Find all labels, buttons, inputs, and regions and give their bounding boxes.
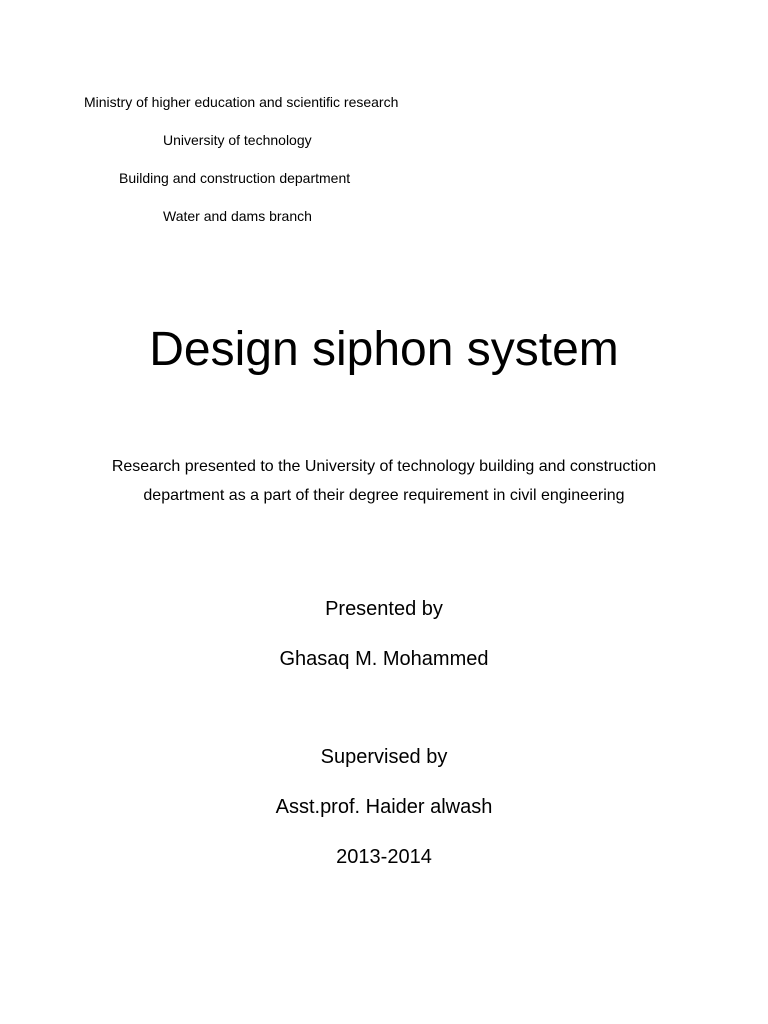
supervised-by-label: Supervised by — [320, 746, 448, 768]
document-title: Design siphon system — [149, 323, 619, 376]
ministry-name: Ministry of higher education and scientific research — [84, 94, 399, 110]
research-statement: Research presented to the University of technology building and construction department as a part of their degree requirement in civil engineering — [111, 458, 657, 504]
supervisor-name: Asst.prof. Haider alwash — [275, 796, 493, 818]
presented-by-label: Presented by — [325, 598, 443, 620]
author-name: Ghasaq M. Mohammed — [279, 648, 489, 670]
branch-name: Water and dams branch — [163, 208, 312, 224]
department-name: Building and construction department — [119, 170, 351, 186]
academic-year: 2013-2014 — [336, 846, 432, 868]
university-name: University of technology — [163, 132, 312, 148]
